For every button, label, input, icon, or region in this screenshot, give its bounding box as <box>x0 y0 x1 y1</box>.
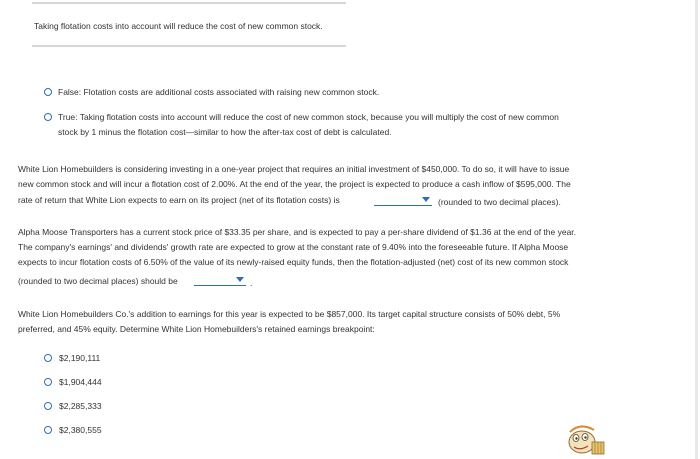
q2-line-3: rate of return that White Lion expects to earn on its project (net of its flotation costs) is <box>18 195 340 205</box>
q1-option-true-label[interactable]: True: Taking flotation costs into account will reduce the cost of new common stock, because you will multiply the cost of new common <box>58 112 559 122</box>
q3-answer-dropdown[interactable] <box>194 274 246 286</box>
q4-option-1-radio[interactable] <box>44 354 52 362</box>
q3-suffix: . <box>250 278 253 288</box>
scrollbar[interactable] <box>695 0 698 459</box>
q1-option-true-label-cont[interactable]: stock by 1 minus the flotation cost—similar to how the after-tax cost of debt is calculated. <box>58 127 392 137</box>
q4-line-1: White Lion Homebuilders Co.'s addition to earnings for this year is expected to be $857,000. Its target capital structure consists of 50% debt, 5% <box>18 309 561 319</box>
cartoon-animal-icon <box>562 420 606 456</box>
q4-option-4-label[interactable]: $2,380,555 <box>59 425 102 435</box>
chevron-down-icon <box>422 197 430 202</box>
q4-option-3-radio[interactable] <box>44 402 52 410</box>
q3-line-2: The company's earnings' and dividends' growth rate are expected to grow at the constant rate of 9.40% into the foreseeable future. If Alpha Moose <box>18 242 569 252</box>
q3-line-1: Alpha Moose Transporters has a current stock price of $33.35 per share, and is expected to pay a per-share dividend of $1.36 at the end of the year. <box>18 227 577 237</box>
q3-line-4: (rounded to two decimal places) should be <box>18 276 178 286</box>
q1-option-false-radio[interactable] <box>44 88 52 96</box>
q1-statement: Taking flotation costs into account will reduce the cost of new common stock. <box>34 21 323 31</box>
q2-line-2: new common stock and will incur a flotation cost of 2.00%. At the end of the year, the project is expected to produce a cash inflow of $595,000. The <box>18 179 571 189</box>
q4-option-2-radio[interactable] <box>44 378 52 386</box>
chevron-down-icon <box>236 277 244 282</box>
q4-option-1-label[interactable]: $2,190,111 <box>59 353 101 363</box>
q4-line-2: preferred, and 45% equity. Determine White Lion Homebuilders's retained earnings breakpoint: <box>18 324 375 334</box>
q2-suffix: (rounded to two decimal places). <box>438 197 561 207</box>
q4-option-4-radio[interactable] <box>44 426 52 434</box>
q3-line-3: expects to incur flotation costs of 6.50% of the value of its newly-raised equity funds, then the flotation-adjusted (net) cost of its new common stock <box>18 257 569 267</box>
top-divider <box>32 2 346 4</box>
q1-option-false-label[interactable]: False: Flotation costs are additional costs associated with raising new common stock. <box>58 87 380 97</box>
q1-divider <box>32 45 346 47</box>
q4-option-3-label[interactable]: $2,285,333 <box>59 401 102 411</box>
q4-option-2-label[interactable]: $1,904,444 <box>59 377 102 387</box>
q1-option-true-radio[interactable] <box>44 113 52 121</box>
q2-answer-dropdown[interactable] <box>374 194 432 206</box>
q2-line-1: White Lion Homebuilders is considering investing in a one-year project that requires an initial investment of $450,000. To do so, it will have to issue <box>18 164 570 174</box>
